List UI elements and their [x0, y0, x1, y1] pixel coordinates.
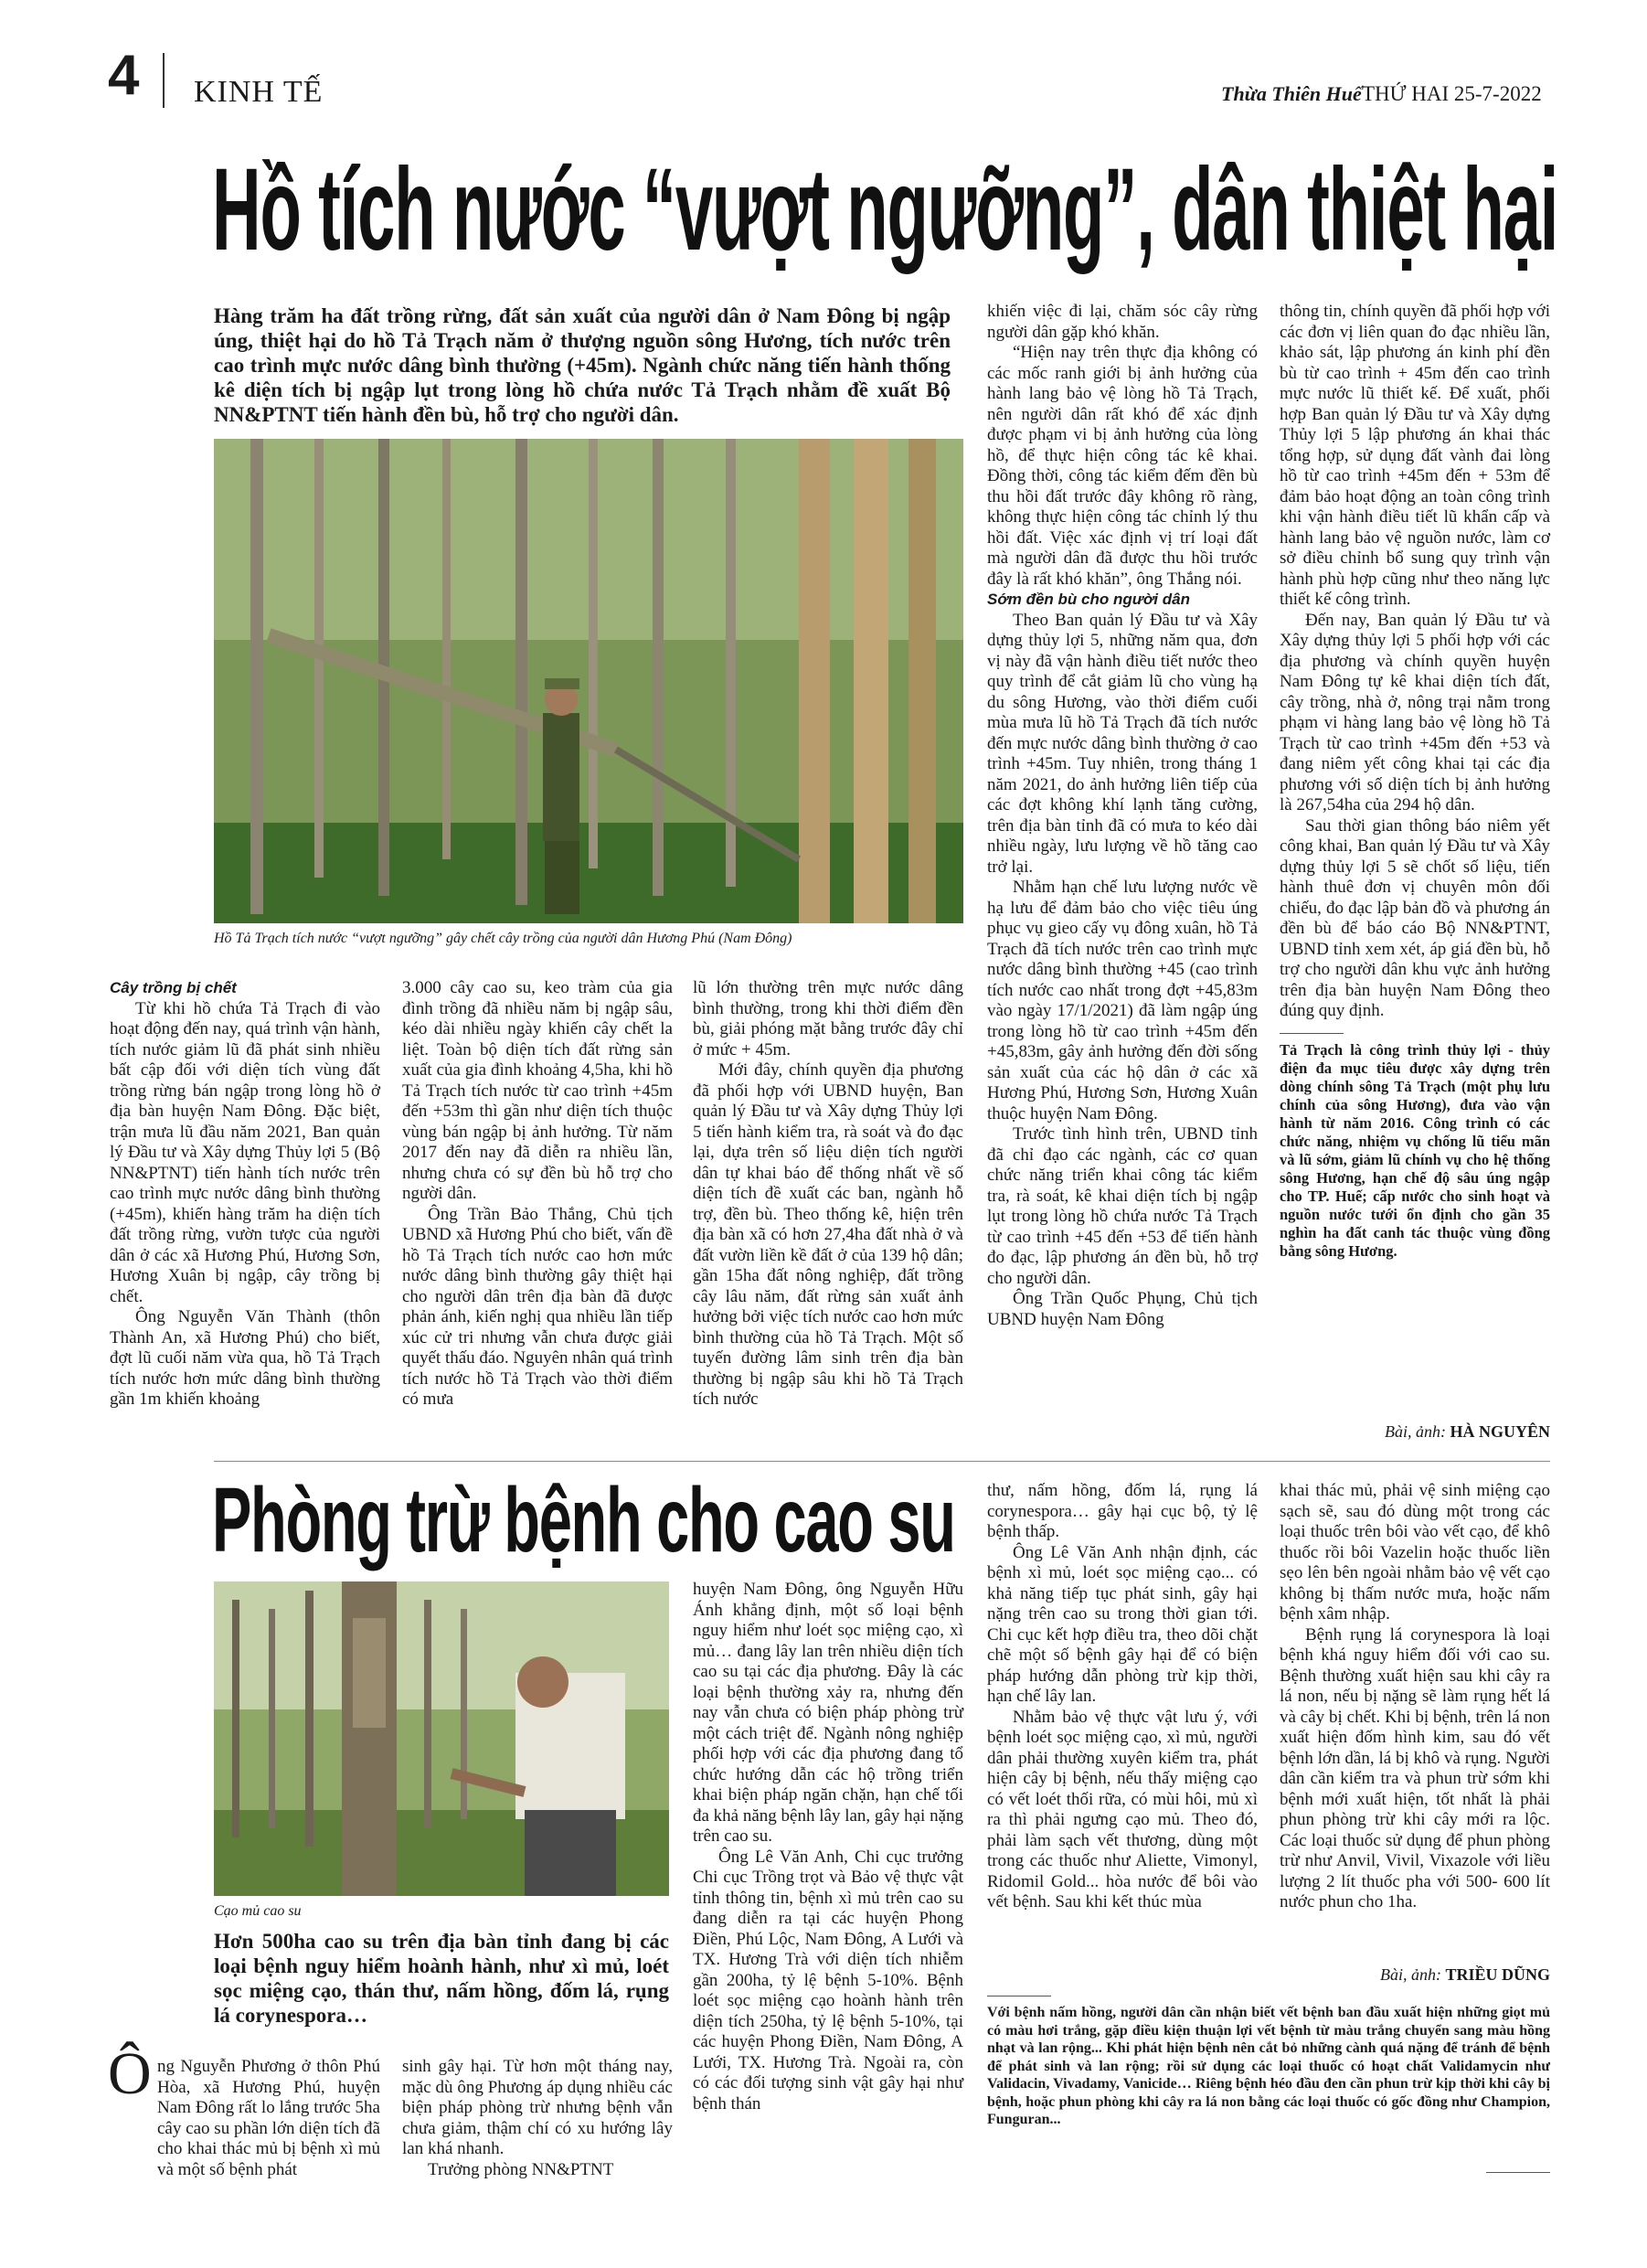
- issue-date: THỨ HAI 25-7-2022: [1362, 82, 1542, 105]
- article2-dropcap: Ô: [108, 2040, 152, 2107]
- article2-paragraph: huyện Nam Đông, ông Nguyễn Hữu Ánh khẳng định, một số loại bệnh nguy hiểm như loét sọc miệng cạo, xì mủ… đang lây lan trên nhiều diện tích cao su tại các địa phương. Đây là các loại bệnh thường xảy ra, nhưng đến nay vẫn chưa có biện pháp phòng trừ một cách triệt để. Ngành nông nghiệp phối hợp với các địa phương đang tổ chức hướng dẫn các hộ trồng triển khai biện pháp ngăn chặn, hạn chế tối đa khả năng bệnh lây lan, gây hại nặng trên cao su.: [693, 1580, 963, 1846]
- article2-column-4: [987, 1481, 1258, 1913]
- article1-subhead-2: Sớm đền bù cho người dân: [987, 591, 1190, 608]
- article1-paragraph: Từ khi hồ chứa Tả Trạch đi vào hoạt động đến nay, quá trình vận hành, tích nước giảm lũ đã phát sinh nhiều bất cập đối với diện tích vùng đất trồng rừng bán ngập trong lòng hồ ở địa bàn huyện Nam Đông. Đặc biệt, trận mưa lũ đầu năm 2021, Ban quản lý Đầu tư và Xây dựng Thủy lợi 5 (Bộ NN&PTNT) tiến hành tích nước trên cao trình mực nước dâng bình thường (+45m), khiến hàng trăm ha diện tích đất trồng rừng, vườn tược của người dân ở các xã Hương Phú, Hương Sơn, Hương Xuân bị ngập, cây trồng bị chết.: [110, 998, 380, 1306]
- article1-paragraph: Nhằm hạn chế lưu lượng nước về hạ lưu để đảm bảo cho việc tiêu úng phục vụ gieo cấy vụ đông xuân, hồ Tả Trạch đã tích nước trên cao trình mực nước dâng bình thường +45 (cao trình tích nước cao nhất trong đợt +45,83m vào ngày 17/1/2021) đã làm ngập úng trong lòng hồ từ cao trình +45m đến +45,83m, gây ảnh hưởng đến đời sống sản xuất của các hộ dân ở các xã Hương Phú, Hương Sơn, Hương Xuân thuộc huyện Nam Đông.: [987, 878, 1258, 1123]
- article2-paragraph: ng Nguyễn Phương ở thôn Phú Hòa, xã Hương Phú, huyện Nam Đông rất lo lắng trước 5ha cây cao su phần lớn diện tích đã cho khai thác mủ bị bệnh xì mủ và một số bệnh phát: [157, 2057, 380, 2179]
- article2-paragraph: sinh gây hại. Từ hơn một tháng nay, mặc dù ông Phương áp dụng nhiều các biện pháp phòng trừ nhưng bệnh vẫn chưa giảm, thậm chí có xu hướng lây lan khá nhanh.: [402, 2057, 673, 2158]
- byline-prefix: Bài, ảnh:: [1379, 1965, 1441, 1984]
- article1-headline: Hồ tích nước “vượt ngưỡng”, dân thiệt hại: [212, 144, 1558, 275]
- article1-paragraph: Đến nay, Ban quản lý Đầu tư và Xây dựng thủy lợi 5 phối hợp với các địa phương và chính quyền huyện Nam Đông tự kê khai diện tích đất, cây trồng, nhà ở, nông trại nằm trong phạm vi hàng lang bảo vệ lòng hồ Tả Trạch từ cao trình +45m đến +53 và đang niêm yết công khai tại các địa phương với số diện tích bị ảnh hưởng là 267,54ha của 294 hộ dân.: [1280, 610, 1550, 815]
- article2-paragraph: Ông Lê Văn Anh nhận định, các bệnh xì mủ, loét sọc miệng cạo... có khả năng tiếp tục phát sinh, gây hại nặng trên cao su trong thời gian tới. Chi cục kết hợp điều tra, theo dõi chặt chẽ một số bệnh gây hại để có biện pháp hướng dẫn phòng trừ kịp thời, hạn chế lây lan.: [987, 1542, 1258, 1706]
- box-divider: [1280, 1033, 1344, 1034]
- article1-paragraph: Theo Ban quản lý Đầu tư và Xây dựng thủy lợi 5, những năm qua, đơn vị này đã vận hành điều tiết nước theo quy trình để cắt giảm lũ cho vùng hạ du sông Hương, vào thời điểm cuối mùa mưa lũ hồ Tả Trạch đã tích nước đến mực nước dâng bình thường ở cao trình +45m. Tuy nhiên, trong tháng 1 năm 2021, do ảnh hưởng liên tiếp của các đợt không khí lạnh tăng cường, trên địa bàn tỉnh đã có mưa to kéo dài nhiều ngày, lưu lượng về hồ tăng cao trở lại.: [987, 610, 1258, 877]
- byline-author: HÀ NGUYÊN: [1450, 1422, 1550, 1441]
- article1-paragraph: 3.000 cây cao su, keo tràm của gia đình trồng đã nhiều năm bị ngập sâu, kéo dài nhiều ngày khiến cây chết la liệt. Toàn bộ diện tích đất rừng sản xuất của gia đình khoảng 4,5ha, khi hồ Tả Trạch tích nước từ cao trình +45m đến +53m thì gần như diện tích thuộc vùng bán ngập bị ảnh hưởng. Từ năm 2017 đến nay đã diễn ra nhiều lần, nhưng chưa có sự đền bù hỗ trợ cho người dân.: [402, 978, 673, 1203]
- article1-byline: [1280, 1422, 1550, 1442]
- article2-info-box: Với bệnh nấm hồng, người dân cần nhận biết vết bệnh ban đầu xuất hiện những giọt mủ có màu hơi trắng, gặp điều kiện thuận lợi vết bệnh từ màu trắng chuyển sang màu hồng nhạt và lan rộng... Khi phát hiện bệnh nên cắt bỏ những cành quá nặng để tránh để bệnh để phát sinh và lan rộng; rồi sử dụng các loại thuốc có hoạt chất Validamycin như Validacin, Vivadamy, Vanicide… Riêng bệnh héo đầu đen cần phun trừ kịp thời khi cây bị bệnh, hoặc phun phòng khi cây ra lá non bằng các loại thuốc có gốc đồng như Champion, Funguran...: [987, 2005, 1550, 2127]
- byline-author: TRIỀU DŨNG: [1445, 1965, 1550, 1984]
- article-separator: [214, 1461, 1550, 1462]
- article2-column-1: [110, 2057, 380, 2180]
- article2-paragraph: Ông Lê Văn Anh, Chi cục trưởng Chi cục Trồng trọt và Bảo vệ thực vật tỉnh thông tin, bệnh xì mủ trên cao su đang diễn ra tại các huyện Phong Điền, Phú Lộc, Nam Đông, A Lưới và TX. Hương Trà với diện tích nhiễm gần 200ha, tỷ lệ bệnh 5-10%. Bệnh loét sọc miệng cạo hoành hành trên diện tích 250ha, tỷ lệ bệnh 5-10%, tại các huyện Phong Điền, Nam Đông, A Lưới, TX. Hương Trà. Ngoài ra, còn có các đối tượng sinh vật gây hại như bệnh thán: [693, 1847, 963, 2114]
- article2-column-2: [402, 2057, 673, 2180]
- article1-column-2: [402, 978, 673, 1411]
- article1-photo-caption: Hồ Tả Trạch tích nước “vượt ngưỡng” gây chết cây trồng của người dân Hương Phú (Nam Đông): [214, 931, 792, 946]
- article1-column-1: [110, 978, 380, 1411]
- forest-photo: [214, 439, 963, 923]
- article1-paragraph: Sau thời gian thông báo niêm yết công khai, Ban quản lý Đầu tư và Xây dựng thủy lợi 5 sẽ chốt số liệu, tiến hành thuê đơn vị chuyên môn đối chiếu, đo đạc lập bản đồ và phương án đền bù để báo cáo Bộ NN&PTNT, UBND tỉnh xem xét, áp giá đền bù, hỗ trợ cho người dân khu vực ảnh hưởng trên địa bàn huyện Nam Đông theo đúng quy định.: [1280, 815, 1550, 1020]
- article1-paragraph: lũ lớn thường trên mực nước dâng bình thường, trong khi thời điểm đền bù, giải phóng mặt bằng trước đây chỉ ở mức + 45m.: [693, 978, 963, 1059]
- article2-paragraph: Bệnh rụng lá corynespora là loại bệnh khá nguy hiểm đối với cao su. Bệnh thường xuất hiện sau khi cây ra lá non, nếu bị nặng sẽ làm rụng hết lá và cây bị chết. Khi bị bệnh, trên lá non xuất hiện đốm hình kim, sau đó vết bệnh lớn dần, lá bị khô và rụng. Người dân cần kiểm tra và phun trừ sớm khi bệnh mới xuất hiện, tốt nhất là phải phun phòng trừ khi cây mới ra lộc. Các loại thuốc sử dụng để phun phòng trừ như Anvil, Vivil, Vixazole với liều lượng 2 lít thuốc pha với 500- 600 lít nước phun cho 1ha.: [1280, 1624, 1550, 1911]
- article1-paragraph: Ông Nguyễn Văn Thành (thôn Thành An, xã Hương Phú) cho biết, đợt lũ cuối năm vừa qua, hồ Tả Trạch tích nước hơn mức dâng bình thường gần 1m khiến khoảng: [110, 1307, 380, 1409]
- article1-column-4: [987, 302, 1258, 1330]
- article1-info-box: Tả Trạch là công trình thủy lợi - thủy điện đa mục tiêu được xây dựng trên dòng chính sông Tả Trạch (một phụ lưu chính của sông Hương), đưa vào vận hành từ năm 2016. Công trình có các chức năng, nhiệm vụ chống lũ tiểu mãn và lũ sớm, giảm lũ chính vụ cho hệ thống sông Hương, hạn chế độ sâu úng ngập cho TP. Huế; cấp nước cho sinh hoạt và nguồn nước tưới ổn định cho gần 35 nghìn ha đất canh tác thuộc vùng đồng bằng sông Hương.: [1280, 1040, 1550, 1260]
- article2-column-5: [1280, 1481, 1550, 1913]
- article1-column-5: [1280, 302, 1550, 1261]
- article2-column-3: [693, 1580, 963, 2114]
- article1-paragraph: Trước tình hình trên, UBND tỉnh đã chỉ đạo các ngành, các cơ quan chức năng triển khai công tác kiểm tra, rà soát, kê khai diện tích bị ngập lụt trong lòng hồ chứa nước Tả Trạch từ cao trình +45 đến +53 để tiến hành đo đạc, lập phương án đền bù, hỗ trợ cho người dân.: [987, 1124, 1258, 1288]
- article1-paragraph: Ông Trần Bảo Thắng, Chủ tịch UBND xã Hương Phú cho biết, vấn đề hồ Tả Trạch tích nước cao hơn mức nước dâng bình thường gây thiệt hại cho người dân trên địa bàn đã được phản ánh, kiến nghị qua nhiều lần tiếp xúc cử tri nhưng vẫn chưa được giải quyết thấu đáo. Nguyên nhân quá trình tích nước hồ Tả Trạch vào thời điểm có mưa: [402, 1204, 674, 1409]
- byline-prefix: Bài, ảnh:: [1384, 1422, 1446, 1441]
- article1-column-3: [693, 978, 963, 1411]
- article2-headline: Phòng trừ bệnh cho cao su: [212, 1469, 955, 1571]
- article1-paragraph: Ông Trần Quốc Phụng, Chủ tịch UBND huyện Nam Đông: [987, 1289, 1258, 1329]
- header-divider: [163, 53, 165, 108]
- article2-byline: [1280, 1965, 1550, 1985]
- page-number: 4: [108, 44, 140, 107]
- article2-paragraph: khai thác mủ, phải vệ sinh miệng cạo sạch sẽ, sau đó dùng một trong các loại thuốc trên bôi vào vết cạo, để khô thuốc rồi bôi Vazelin hoặc thuốc liền sẹo lên bên ngoài nhằm bảo vệ vết cạo không bị thấm nước mưa, hoặc nấm bệnh xâm nhập.: [1280, 1481, 1550, 1624]
- section-label: KINH TẾ: [194, 75, 324, 109]
- article1-paragraph: Mới đây, chính quyền địa phương đã phối hợp với UBND huyện, Ban quản lý Đầu tư và Xây dựng Thủy lợi 5 tiến hành kiểm tra, rà soát và đo đạc lại, dựa trên số liệu diện tích người dân tự khai báo để thống nhất về số diện tích đề xuất các ban, ngành hỗ trợ, đền bù. Theo thống kê, hiện trên địa bàn xã có hơn 27,4ha đất nhà ở và đất vườn liền kề đất ở của 139 hộ dân; gần 15ha đất nông nghiệp, đất trồng cây lâu năm, đất rừng sản xuất ảnh hưởng bởi việc tích nước cao hơn mức bình thường của hồ Tả Trạch. Một số tuyến đường lâm sinh trên địa bàn thường bị ngập sâu khi hồ Tả Trạch tích nước: [693, 1060, 963, 1409]
- box-divider: [1486, 2172, 1550, 2173]
- article1-lead: Hàng trăm ha đất trồng rừng, đất sản xuất của người dân ở Nam Đông bị ngập úng, thiệt hại do hồ Tả Trạch năm ở thượng nguồn sông Hương, tích nước trên cao trình mực nước dâng bình thường (+45m). Ngành chức năng tiến hành thống kê diện tích bị ngập lụt trong lòng hồ chứa nước Tả Trạch nhằm đề xuất Bộ NN&PTNT tiến hành đền bù, hỗ trợ cho người dân.: [214, 304, 951, 426]
- article1-paragraph: khiến việc đi lại, chăm sóc cây rừng người dân gặp khó khăn.: [987, 302, 1258, 342]
- article2-lead: Hơn 500ha cao su trên địa bàn tỉnh đang bị các loại bệnh nguy hiểm hoành hành, như xì mủ, loét sọc miệng cạo, thán thư, nấm hồng, đốm lá, rụng lá corynespora…: [214, 1930, 669, 2027]
- article1-paragraph: “Hiện nay trên thực địa không có các mốc ranh giới bị ảnh hưởng của hành lang bảo vệ lòng hồ Tả Trạch, nên người dân rất khó để xác định được phạm vi bị ảnh hưởng của lòng hồ, để thực hiện công tác kê khai. Đồng thời, công tác kiểm đếm đền bù thu hồi đất trước đây không rõ ràng, không thực hiện công tác chỉnh lý thu hồi đất. Việc xác định vị trí loại đất mà người dân đã được thu hồi trước đây là rất khó khăn”, ông Thắng nói.: [987, 343, 1258, 589]
- article2-paragraph: thư, nấm hồng, đốm lá, rụng lá corynespora… gây hại cục bộ, tỷ lệ bệnh thấp.: [987, 1481, 1258, 1541]
- article1-subhead-1: Cây trồng bị chết: [110, 979, 237, 996]
- article2-paragraph: Trưởng phòng NN&PTNT: [428, 2159, 614, 2179]
- rubber-tree-photo: [214, 1581, 669, 1896]
- article2-photo-caption: Cạo mủ cao su: [214, 1903, 302, 1919]
- article1-paragraph: thông tin, chính quyền đã phối hợp với các đơn vị liên quan đo đạc nhiều lần, khảo sát, lập phương án kinh phí đền bù từ cao trình + 45m đến cao trình mực nước lũ thiết kế. Để xuất, phối hợp Ban quản lý Đầu tư và Xây dựng Thủy lợi 5 lập phương án khai thác tổng hợp, sử dụng đất vành đai lòng hồ từ cao trình +45m đến + 53m để đảm bảo hoạt động an toàn công trình khi vận hành điều tiết lũ khẩn cấp và hành lang bảo vệ nguồn nước, làm cơ sở điều chỉnh bổ sung quy trình vận hành phù hợp cũng như theo năng lực thiết kế công trình.: [1280, 302, 1550, 609]
- paper-name: Thừa Thiên Huế: [1221, 82, 1362, 105]
- article2-paragraph: Nhằm bảo vệ thực vật lưu ý, với bệnh loét sọc miệng cạo, xì mủ, người dân phải thường xuyên kiểm tra, phát hiện cây bị bệnh, nếu thấy miệng cạo có vết loét thối rữa, có mùi hôi, mủ xì ra thì phải ngưng cạo mủ. Theo đó, phải làm sạch vết thương, dùng một trong các thuốc như Aliette, Vimonyl, Ridomil Gold... hòa nước để bôi vào vết bệnh. Sau khi kết thúc mùa: [987, 1707, 1258, 1911]
